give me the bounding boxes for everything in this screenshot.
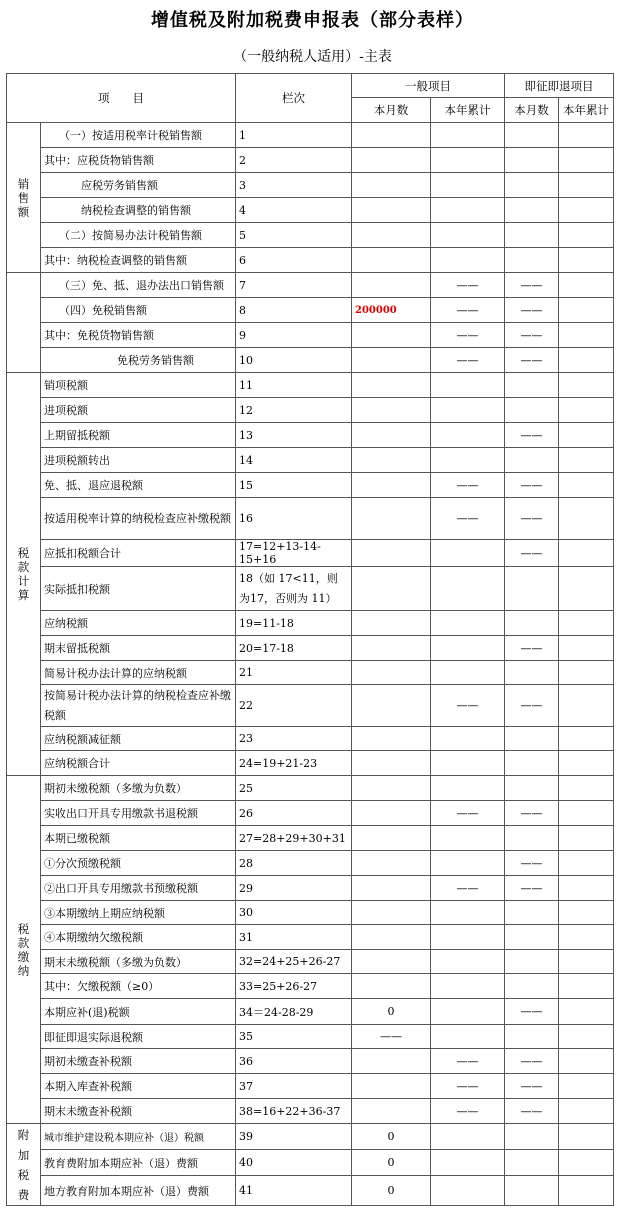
cell-dash: —— <box>505 423 559 448</box>
cell-refund-month[interactable] <box>505 1025 559 1049</box>
cell-general-month[interactable] <box>352 123 431 148</box>
cell-general-month[interactable] <box>352 925 431 950</box>
cell-general-month[interactable] <box>352 198 431 223</box>
row-col: 41 <box>236 1176 352 1206</box>
cell-dash: —— <box>505 876 559 901</box>
cell-refund-month[interactable] <box>505 1124 559 1150</box>
cell-refund-month[interactable] <box>505 925 559 950</box>
row-item: 按适用税率计算的纳税检查应补缴税额 <box>41 498 236 540</box>
row-col: 14 <box>236 448 352 473</box>
header-general-month: 本月数 <box>352 98 431 123</box>
cell-refund-year[interactable] <box>559 1049 614 1074</box>
cell-general-month[interactable] <box>352 223 431 248</box>
row-col: 10 <box>236 348 352 373</box>
row-col: 40 <box>236 1150 352 1176</box>
cell-general-year[interactable] <box>431 173 505 198</box>
cell-general-month[interactable] <box>352 751 431 776</box>
cell-refund-year[interactable] <box>559 398 614 423</box>
cell-refund-year[interactable] <box>559 248 614 273</box>
cell-general-year[interactable] <box>431 776 505 801</box>
row-col: 25 <box>236 776 352 801</box>
cell-refund-year[interactable] <box>559 901 614 925</box>
row-item: 应纳税额 <box>41 611 236 636</box>
row-col: 32=24+25+26-27 <box>236 950 352 974</box>
cell-general-year[interactable] <box>431 423 505 448</box>
row-col: 30 <box>236 901 352 925</box>
row-col: 38=16+22+36-37 <box>236 1099 352 1124</box>
cell-general-year[interactable] <box>431 901 505 925</box>
row-item: 免税劳务销售额 <box>41 348 236 373</box>
row-item: 其中：纳税检查调整的销售额 <box>41 248 236 273</box>
cell-refund-year[interactable] <box>559 148 614 173</box>
row-col: 16 <box>236 498 352 540</box>
row-col: 20=17-18 <box>236 636 352 661</box>
cell-general-month[interactable] <box>352 248 431 273</box>
cell-dash: —— <box>505 298 559 323</box>
cell-refund-year[interactable] <box>559 685 614 727</box>
cell-refund-month[interactable] <box>505 148 559 173</box>
cell-dash: —— <box>431 1074 505 1099</box>
cell-general-month[interactable] <box>352 373 431 398</box>
cell-dash: —— <box>505 851 559 876</box>
cell-general-year[interactable] <box>431 851 505 876</box>
cell-refund-year[interactable] <box>559 801 614 826</box>
cell-general-year[interactable] <box>431 974 505 999</box>
education-surcharge-month-value[interactable]: 0 <box>352 1150 431 1176</box>
cell-general-year[interactable] <box>431 611 505 636</box>
cell-general-year[interactable] <box>431 751 505 776</box>
cell-general-month[interactable] <box>352 348 431 373</box>
cell-dash: —— <box>431 1099 505 1124</box>
cell-general-month[interactable] <box>352 611 431 636</box>
cell-refund-month[interactable] <box>505 448 559 473</box>
section-surcharge <box>7 1124 41 1206</box>
cell-refund-year[interactable] <box>559 540 614 567</box>
row-col: 5 <box>236 223 352 248</box>
row-item: 进项税额 <box>41 398 236 423</box>
page-title: 增值税及附加税费申报表（部分表样） <box>151 10 474 31</box>
cell-refund-month[interactable] <box>505 198 559 223</box>
cell-general-month[interactable] <box>352 876 431 901</box>
row-col: 35 <box>236 1025 352 1049</box>
cell-general-month[interactable] <box>352 661 431 685</box>
cell-dash: —— <box>505 540 559 567</box>
row-item: 上期留抵税额 <box>41 423 236 448</box>
cell-general-year[interactable] <box>431 1025 505 1049</box>
local-education-surcharge-month-value[interactable]: 0 <box>352 1176 431 1206</box>
cell-refund-year[interactable] <box>559 1124 614 1150</box>
row-item: ①分次预缴税额 <box>41 851 236 876</box>
cell-general-year[interactable] <box>431 950 505 974</box>
row-item: 纳税检查调整的销售额 <box>41 198 236 223</box>
cell-dash: —— <box>505 636 559 661</box>
row-col: 12 <box>236 398 352 423</box>
row-item: 进项税额转出 <box>41 448 236 473</box>
cell-dash: —— <box>505 1074 559 1099</box>
cell-general-year[interactable] <box>431 540 505 567</box>
cell-refund-year[interactable] <box>559 751 614 776</box>
section-blank <box>7 273 41 373</box>
row-col: 3 <box>236 173 352 198</box>
cell-refund-year[interactable] <box>559 826 614 851</box>
cell-refund-year[interactable] <box>559 611 614 636</box>
cell-general-month[interactable] <box>352 950 431 974</box>
row-col: 27=28+29+30+31 <box>236 826 352 851</box>
cell-general-year[interactable] <box>431 148 505 173</box>
cell-general-year[interactable] <box>431 448 505 473</box>
row-item: 实际抵扣税额 <box>41 567 236 611</box>
cell-refund-year[interactable] <box>559 925 614 950</box>
cell-refund-year[interactable] <box>559 851 614 876</box>
cell-general-month[interactable] <box>352 685 431 727</box>
cell-refund-month[interactable] <box>505 751 559 776</box>
cell-refund-year[interactable] <box>559 776 614 801</box>
section-tax-calc <box>7 373 41 776</box>
cell-dash: —— <box>505 348 559 373</box>
row-item: 城市维护建设税本期应补（退）税额 <box>41 1124 236 1150</box>
row-col: 8 <box>236 298 352 323</box>
row-col: 18（如 17<11，则为17，否则为 11） <box>236 567 352 611</box>
cell-general-year[interactable] <box>431 826 505 851</box>
cell-dash: —— <box>505 999 559 1025</box>
cell-general-month[interactable] <box>352 727 431 751</box>
cell-refund-month[interactable] <box>505 173 559 198</box>
cell-refund-month[interactable] <box>505 373 559 398</box>
cell-dash: —— <box>431 348 505 373</box>
header-refund: 即征即退项目 <box>505 74 614 98</box>
cell-refund-month[interactable] <box>505 248 559 273</box>
cell-general-year[interactable] <box>431 636 505 661</box>
cell-refund-year[interactable] <box>559 876 614 901</box>
cell-refund-year[interactable] <box>559 1150 614 1176</box>
row-item: （四）免税销售额 <box>41 298 236 323</box>
cell-dash: —— <box>431 498 505 540</box>
cell-refund-month[interactable] <box>505 123 559 148</box>
cell-general-month[interactable] <box>352 173 431 198</box>
cell-general-year[interactable] <box>431 248 505 273</box>
cell-refund-month[interactable] <box>505 611 559 636</box>
cell-general-month[interactable] <box>352 636 431 661</box>
cell-refund-year[interactable] <box>559 348 614 373</box>
cell-general-month[interactable] <box>352 423 431 448</box>
row-col: 23 <box>236 727 352 751</box>
cell-dash: —— <box>352 1025 431 1049</box>
cell-refund-month[interactable] <box>505 223 559 248</box>
cell-dash: —— <box>505 473 559 498</box>
row-item: 本期入库查补税额 <box>41 1074 236 1099</box>
row-col: 4 <box>236 198 352 223</box>
cell-refund-year[interactable] <box>559 1099 614 1124</box>
cell-refund-year[interactable] <box>559 498 614 540</box>
cell-general-year[interactable] <box>431 1176 505 1206</box>
cell-general-month[interactable] <box>352 398 431 423</box>
row-col: 33=25+26-27 <box>236 974 352 999</box>
row-item: （一）按适用税率计税销售额 <box>41 123 236 148</box>
cell-general-month[interactable] <box>352 273 431 298</box>
row-item: ④本期缴纳欠缴税额 <box>41 925 236 950</box>
row-col: 2 <box>236 148 352 173</box>
row-col: 13 <box>236 423 352 448</box>
row-col: 37 <box>236 1074 352 1099</box>
cell-general-month[interactable] <box>352 567 431 611</box>
cell-general-month[interactable] <box>352 1099 431 1124</box>
cell-refund-year[interactable] <box>559 298 614 323</box>
cell-refund-year[interactable] <box>559 123 614 148</box>
row-col: 22 <box>236 685 352 727</box>
section-surcharge-label: 附 加 税 费 <box>17 1127 30 1202</box>
row-col: 21 <box>236 661 352 685</box>
row-col: 36 <box>236 1049 352 1074</box>
cell-general-year[interactable] <box>431 398 505 423</box>
cell-general-month[interactable] <box>352 498 431 540</box>
row-item: 应抵扣税额合计 <box>41 540 236 567</box>
cell-refund-month[interactable] <box>505 1150 559 1176</box>
cell-dash: —— <box>431 685 505 727</box>
cell-general-month[interactable] <box>352 323 431 348</box>
cell-general-month[interactable] <box>352 974 431 999</box>
section-tax-pay <box>7 776 41 1124</box>
row-item: 其中：免税货物销售额 <box>41 323 236 348</box>
cell-refund-year[interactable] <box>559 1176 614 1206</box>
cell-refund-year[interactable] <box>559 1025 614 1049</box>
cell-general-year[interactable] <box>431 1150 505 1176</box>
row-item: 期初未缴税额（多缴为负数） <box>41 776 236 801</box>
row-item: 实收出口开具专用缴款书退税额 <box>41 801 236 826</box>
cell-general-month[interactable] <box>352 826 431 851</box>
cell-general-year[interactable] <box>431 198 505 223</box>
cell-general-month[interactable] <box>352 851 431 876</box>
cell-general-month[interactable] <box>352 1049 431 1074</box>
row-item: ②出口开具专用缴款书预缴税额 <box>41 876 236 901</box>
row-col: 29 <box>236 876 352 901</box>
cell-general-year[interactable] <box>431 1124 505 1150</box>
cell-refund-year[interactable] <box>559 950 614 974</box>
row-item: （二）按简易办法计税销售额 <box>41 223 236 248</box>
cell-refund-month[interactable] <box>505 950 559 974</box>
cell-refund-year[interactable] <box>559 1074 614 1099</box>
cell-dash: —— <box>431 473 505 498</box>
header-col-no: 栏次 <box>236 74 352 123</box>
row-col: 34＝24-28-29 <box>236 999 352 1025</box>
cell-dash: —— <box>505 323 559 348</box>
row-item: 期末留抵税额 <box>41 636 236 661</box>
row-item: ③本期缴纳上期应纳税额 <box>41 901 236 925</box>
row-col: 15 <box>236 473 352 498</box>
cell-dash: —— <box>431 298 505 323</box>
row-item: 本期已缴税额 <box>41 826 236 851</box>
cell-refund-year[interactable] <box>559 198 614 223</box>
cell-refund-month[interactable] <box>505 974 559 999</box>
cell-refund-year[interactable] <box>559 323 614 348</box>
row-col: 9 <box>236 323 352 348</box>
row-col: 19=11-18 <box>236 611 352 636</box>
cell-dash: —— <box>431 273 505 298</box>
cell-general-year[interactable] <box>431 727 505 751</box>
cell-refund-year[interactable] <box>559 223 614 248</box>
row-col: 31 <box>236 925 352 950</box>
cell-refund-year[interactable] <box>559 173 614 198</box>
cell-dash: —— <box>505 273 559 298</box>
row-col: 7 <box>236 273 352 298</box>
cell-refund-year[interactable] <box>559 373 614 398</box>
row-col: 28 <box>236 851 352 876</box>
cell-dash: —— <box>431 876 505 901</box>
header-refund-year: 本年累计 <box>559 98 614 123</box>
row-item: 销项税额 <box>41 373 236 398</box>
row-item: 应纳税额减征额 <box>41 727 236 751</box>
row-item: 按简易计税办法计算的纳税检查应补缴税额 <box>41 685 236 727</box>
cell-general-year[interactable] <box>431 373 505 398</box>
cell-refund-month[interactable] <box>505 661 559 685</box>
cell-refund-year[interactable] <box>559 974 614 999</box>
header-general-year: 本年累计 <box>431 98 505 123</box>
cell-refund-month[interactable] <box>505 826 559 851</box>
cell-refund-month[interactable] <box>505 1176 559 1206</box>
cell-general-year[interactable] <box>431 223 505 248</box>
row-item: 其中：欠缴税额（≥0） <box>41 974 236 999</box>
cell-refund-year[interactable] <box>559 567 614 611</box>
row-item: 本期应补(退)税额 <box>41 999 236 1025</box>
cell-dash: —— <box>505 801 559 826</box>
cell-refund-year[interactable] <box>559 636 614 661</box>
cell-refund-year[interactable] <box>559 661 614 685</box>
payable-month-value[interactable]: 0 <box>352 999 431 1025</box>
cell-refund-year[interactable] <box>559 273 614 298</box>
cell-refund-month[interactable] <box>505 398 559 423</box>
section-sales-label: 销 售 额 <box>17 176 30 219</box>
cell-refund-year[interactable] <box>559 727 614 751</box>
cell-refund-year[interactable] <box>559 473 614 498</box>
section-sales <box>7 123 41 273</box>
row-item: （三）免、抵、退办法出口销售额 <box>41 273 236 298</box>
cell-general-month[interactable] <box>352 801 431 826</box>
cell-general-year[interactable] <box>431 567 505 611</box>
cell-refund-month[interactable] <box>505 567 559 611</box>
section-tax-pay-label: 税 款 缴 纳 <box>17 921 30 978</box>
cell-dash: —— <box>505 685 559 727</box>
header-general: 一般项目 <box>352 74 505 98</box>
cell-refund-year[interactable] <box>559 999 614 1025</box>
cell-refund-month[interactable] <box>505 727 559 751</box>
row-col: 11 <box>236 373 352 398</box>
row-item: 免、抵、退应退税额 <box>41 473 236 498</box>
page-subtitle: （一般纳税人适用）-主表 <box>233 49 392 65</box>
row-col: 6 <box>236 248 352 273</box>
cell-dash: —— <box>431 1049 505 1074</box>
row-item: 期初未缴查补税额 <box>41 1049 236 1074</box>
row-item: 应税劳务销售额 <box>41 173 236 198</box>
urban-tax-month-value[interactable]: 0 <box>352 1124 431 1150</box>
cell-refund-year[interactable] <box>559 448 614 473</box>
cell-general-month[interactable] <box>352 148 431 173</box>
row-col: 26 <box>236 801 352 826</box>
cell-dash: —— <box>505 498 559 540</box>
cell-dash: —— <box>505 1049 559 1074</box>
cell-general-year[interactable] <box>431 123 505 148</box>
row-item: 应纳税额合计 <box>41 751 236 776</box>
cell-general-month[interactable] <box>352 473 431 498</box>
section-tax-calc-label: 税 款 计 算 <box>17 546 30 602</box>
cell-refund-month[interactable] <box>505 901 559 925</box>
row-col: 24=19+21-23 <box>236 751 352 776</box>
cell-dash: —— <box>431 323 505 348</box>
tax-return-table <box>6 73 614 1206</box>
cell-refund-year[interactable] <box>559 423 614 448</box>
cell-general-year[interactable] <box>431 925 505 950</box>
row-item: 其中：应税货物销售额 <box>41 148 236 173</box>
cell-general-month[interactable] <box>352 448 431 473</box>
cell-refund-month[interactable] <box>505 776 559 801</box>
header-item: 项 目 <box>7 74 236 123</box>
cell-general-month[interactable] <box>352 540 431 567</box>
cell-dash: —— <box>505 1099 559 1124</box>
row-item: 教育费附加本期应补（退）费额 <box>41 1150 236 1176</box>
row-col: 1 <box>236 123 352 148</box>
header-refund-month: 本月数 <box>505 98 559 123</box>
row-item: 期末未缴查补税额 <box>41 1099 236 1124</box>
cell-general-month[interactable] <box>352 901 431 925</box>
row-item: 即征即退实际退税额 <box>41 1025 236 1049</box>
row-col: 39 <box>236 1124 352 1150</box>
exempt-sales-month-value[interactable]: 200000 <box>352 298 431 323</box>
cell-dash: —— <box>431 801 505 826</box>
cell-general-month[interactable] <box>352 776 431 801</box>
cell-general-year[interactable] <box>431 661 505 685</box>
row-item: 期末未缴税额（多缴为负数） <box>41 950 236 974</box>
row-col: 17=12+13-14-15+16 <box>236 540 352 567</box>
row-item: 地方教育附加本期应补（退）费额 <box>41 1176 236 1206</box>
cell-general-month[interactable] <box>352 1074 431 1099</box>
cell-general-year[interactable] <box>431 999 505 1025</box>
row-item: 简易计税办法计算的应纳税额 <box>41 661 236 685</box>
